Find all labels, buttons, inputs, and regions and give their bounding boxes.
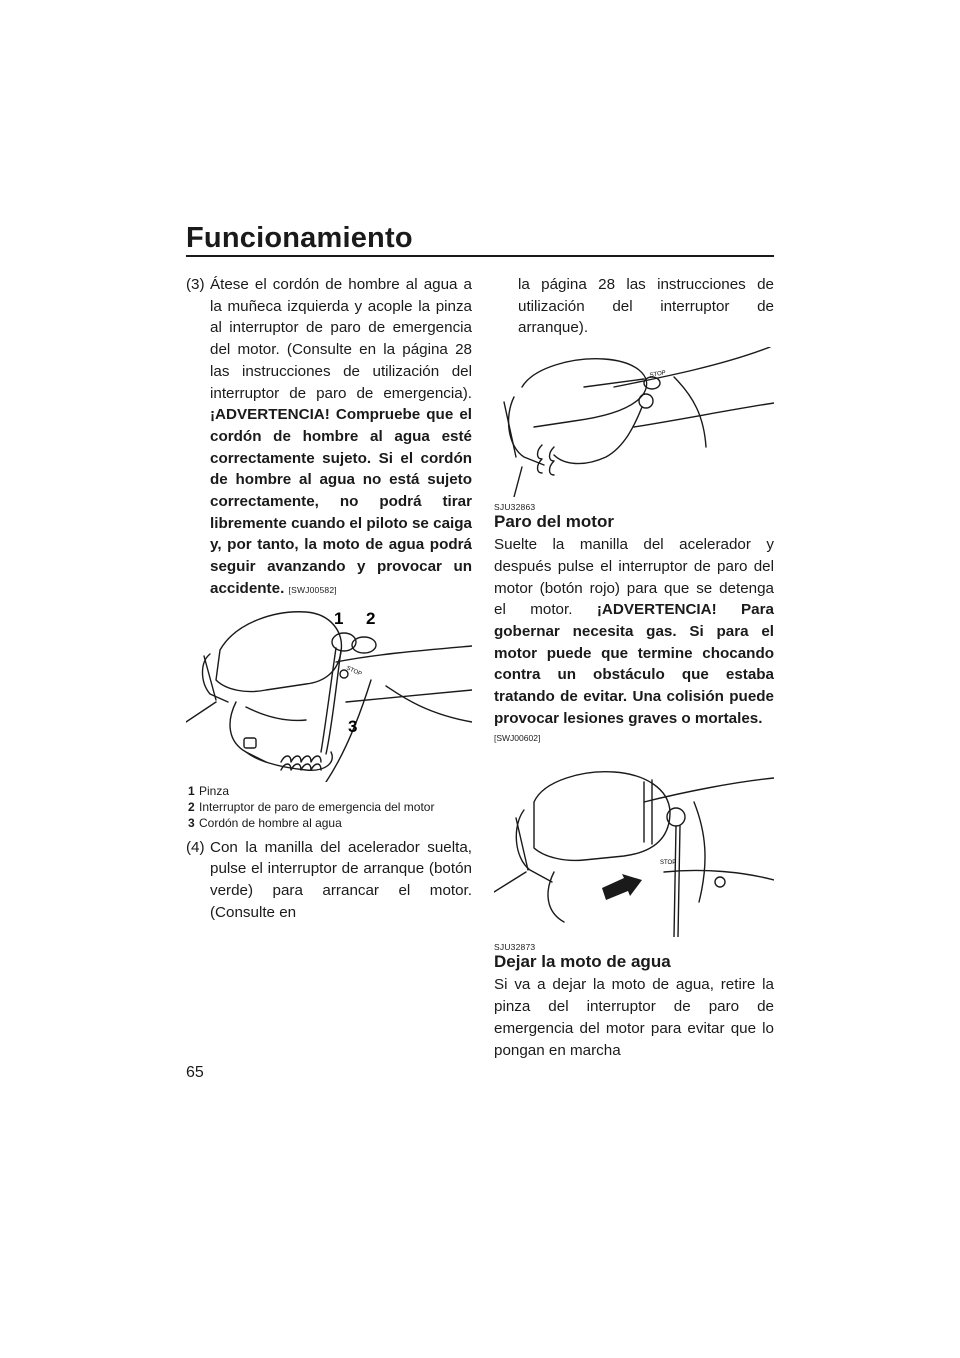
step-3 — [186, 274, 472, 602]
figure-stop-button — [494, 762, 774, 937]
page-title: Funcionamiento — [186, 222, 413, 254]
warning-code: [SWJ00582] — [288, 584, 337, 595]
section-paragraph — [494, 534, 774, 744]
right-column — [494, 274, 774, 1061]
caption-item: 3 Cordón de hombre al agua — [188, 815, 342, 830]
figure-wrist-cord — [186, 602, 472, 782]
caption-item: 1 Pinza — [188, 783, 230, 798]
step-3-text: Átese el cordón de hombre al agua a la muñeca izquierda y acople la pinza al interruptor de paro de emergencia del motor. (Consulte en la página 28 las instrucciones de utilización del interruptor de paro de emergencia). — [210, 276, 472, 402]
section-code: SJU32873 — [494, 942, 536, 953]
arrow-icon — [602, 874, 642, 900]
stop-label: STOP — [649, 370, 667, 380]
callout-2: 2 — [366, 608, 376, 628]
callout-1: 1 — [334, 608, 344, 628]
header-rule — [186, 255, 774, 257]
step-text — [210, 274, 472, 602]
caption-item: 2 Interruptor de paro de emergencia del motor — [188, 799, 435, 814]
stop-label: STOP — [345, 664, 363, 678]
section-title: Dejar la moto de agua — [494, 952, 671, 972]
page-number: 65 — [186, 1064, 204, 1081]
stop-label: STOP — [660, 860, 677, 867]
step-4-text: Con la manilla del acelerador suelta, pulse el interruptor de arranque (botón verde) para arrancar el motor. (Consulte en — [210, 838, 472, 921]
continued-text: la página 28 las instrucciones de utilización del interruptor de arranque). — [518, 276, 774, 337]
section-code: SJU32863 — [494, 502, 536, 513]
callout-3: 3 — [348, 716, 358, 736]
section-text: Si va a dejar la moto de agua, retire la pinza del interruptor de paro de emergencia del motor para evitar que lo pongan en marcha — [494, 976, 774, 1059]
figure-caption — [186, 784, 472, 831]
figure-start-button — [494, 347, 774, 497]
warning-code: [SWJ00602] — [494, 733, 541, 744]
warning-text: ¡ADVERTENCIA! Compruebe que el cordón de hombre al agua esté correctamente sujeto. Si el cordón de hombre al agua no está sujeto correctamente, no podrá tirar libremente cuando el piloto se caiga y, por tanto, la moto de agua podrá seguir avanzando y provocar un accidente. — [210, 406, 472, 597]
warning-text: ¡ADVERTENCIA! Para gobernar necesita gas. Si para el motor puede que termine chocando contra un obstáculo que estaba tratando de evitar. Una colisión puede provocar lesiones graves o mortales. — [494, 601, 774, 727]
step-number: (4) — [186, 838, 205, 856]
section-title: Paro del motor — [494, 512, 614, 532]
left-column — [186, 274, 472, 923]
section-text: Suelte la manilla del acelerador y después pulse el interruptor de paro del motor (botón rojo) para que se detenga el motor. — [494, 536, 774, 619]
step-number: (3) — [186, 276, 205, 293]
step-4 — [186, 837, 472, 924]
